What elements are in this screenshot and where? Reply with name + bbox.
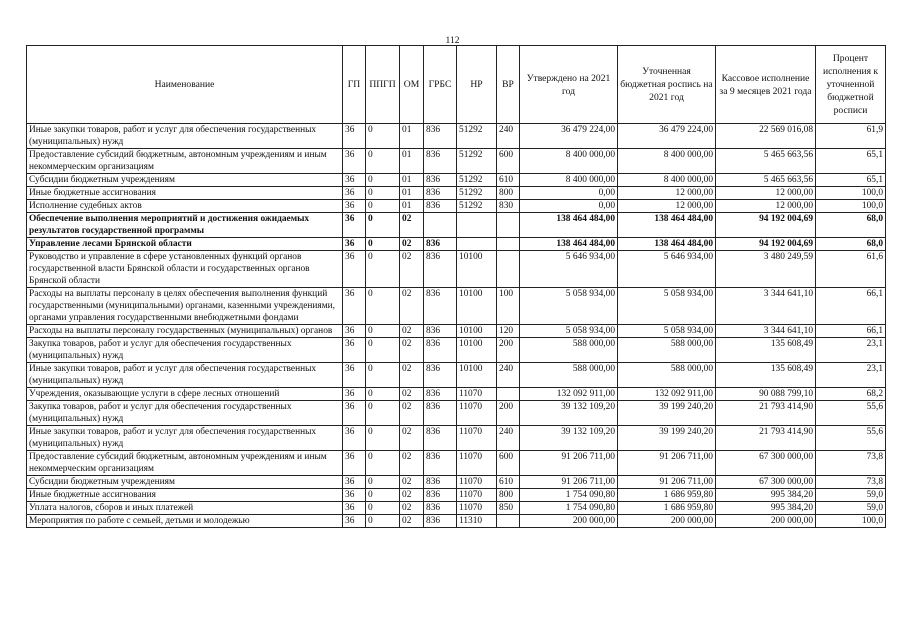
cell-ppgp: 0 [366,401,400,426]
cell-refined: 12 000,00 [618,200,716,213]
cell-ppgp: 0 [366,251,400,288]
cell-gp: 36 [343,187,366,200]
cell-om: 02 [400,515,424,528]
cell-cash: 12 000,00 [716,200,816,213]
cell-ppgp: 0 [366,426,400,451]
cell-vr: 610 [497,476,520,489]
cell-om: 02 [400,401,424,426]
cell-grbs [424,213,457,238]
cell-approved: 0,00 [520,200,618,213]
cell-om: 02 [400,388,424,401]
cell-cash: 135 608,49 [716,363,816,388]
cell-percent: 23,1 [816,338,886,363]
cell-approved: 138 464 484,00 [520,238,618,251]
cell-percent: 59,0 [816,489,886,502]
cell-grbs: 836 [424,251,457,288]
header-grbs: ГРБС [424,46,457,124]
cell-percent: 100,0 [816,187,886,200]
cell-grbs: 836 [424,238,457,251]
cell-name: Иные закупки товаров, работ и услуг для обеспечения государственных (муниципальных) нужд [27,426,343,451]
cell-np: 51292 [457,200,497,213]
cell-refined: 5 058 934,00 [618,325,716,338]
cell-name: Иные бюджетные ассигнования [27,489,343,502]
header-name: Наименование [27,46,343,124]
cell-ppgp: 0 [366,451,400,476]
cell-refined: 8 400 000,00 [618,149,716,174]
page-number: 112 [445,36,460,46]
table-body [27,124,886,528]
cell-vr: 100 [497,288,520,325]
cell-approved: 588 000,00 [520,338,618,363]
cell-name: Исполнение судебных актов [27,200,343,213]
cell-refined: 138 464 484,00 [618,238,716,251]
cell-refined: 588 000,00 [618,338,716,363]
cell-cash: 200 000,00 [716,515,816,528]
table-row [27,124,886,149]
cell-cash: 21 793 414,90 [716,426,816,451]
cell-name: Обеспечение выполнения мероприятий и достижения ожидаемых результатов государственной программы [27,213,343,238]
cell-ppgp: 0 [366,502,400,515]
cell-name: Субсидии бюджетным учреждениям [27,476,343,489]
cell-om: 01 [400,187,424,200]
cell-refined: 36 479 224,00 [618,124,716,149]
cell-ppgp: 0 [366,489,400,502]
cell-name: Уплата налогов, сборов и иных платежей [27,502,343,515]
cell-refined: 138 464 484,00 [618,213,716,238]
cell-grbs: 836 [424,476,457,489]
header-cash: Кассовое исполнение за 9 месяцев 2021 года [716,46,816,124]
cell-vr [497,238,520,251]
cell-vr [497,388,520,401]
table-row [27,187,886,200]
cell-ppgp: 0 [366,515,400,528]
cell-cash: 94 192 004,69 [716,238,816,251]
cell-cash: 3 344 641,10 [716,325,816,338]
table-row [27,451,886,476]
cell-refined: 1 686 959,80 [618,489,716,502]
cell-gp: 36 [343,213,366,238]
cell-om: 02 [400,489,424,502]
header-om: ОМ [400,46,424,124]
cell-percent: 55,6 [816,401,886,426]
table-row [27,288,886,325]
cell-om: 02 [400,363,424,388]
cell-grbs: 836 [424,401,457,426]
table-row [27,515,886,528]
cell-name: Мероприятия по работе с семьей, детьми и молодежью [27,515,343,528]
cell-vr: 800 [497,489,520,502]
cell-om: 02 [400,426,424,451]
table-row [27,149,886,174]
cell-name: Предоставление субсидий бюджетным, автономным учреждениям и иным некоммерческим организациям [27,451,343,476]
cell-np: 11310 [457,515,497,528]
cell-cash: 67 300 000,00 [716,451,816,476]
cell-percent: 73,8 [816,451,886,476]
cell-grbs: 836 [424,288,457,325]
cell-ppgp: 0 [366,124,400,149]
cell-vr: 600 [497,451,520,476]
cell-percent: 73,8 [816,476,886,489]
cell-grbs: 836 [424,515,457,528]
header-ppgp: ППГП [366,46,400,124]
cell-np: 11070 [457,426,497,451]
cell-percent: 23,1 [816,363,886,388]
cell-grbs: 836 [424,149,457,174]
cell-ppgp: 0 [366,213,400,238]
cell-gp: 36 [343,451,366,476]
cell-refined: 8 400 000,00 [618,174,716,187]
cell-cash: 21 793 414,90 [716,401,816,426]
cell-np [457,213,497,238]
cell-approved: 8 400 000,00 [520,149,618,174]
cell-grbs: 836 [424,338,457,363]
cell-percent: 66,1 [816,325,886,338]
cell-ppgp: 0 [366,338,400,363]
cell-np: 51292 [457,187,497,200]
cell-percent: 65,1 [816,174,886,187]
cell-percent: 59,0 [816,502,886,515]
cell-np: 51292 [457,174,497,187]
cell-om: 02 [400,502,424,515]
cell-approved: 138 464 484,00 [520,213,618,238]
cell-approved: 132 092 911,00 [520,388,618,401]
cell-np: 11070 [457,502,497,515]
header-vr: ВР [497,46,520,124]
budget-table [26,45,886,528]
cell-approved: 200 000,00 [520,515,618,528]
table-row [27,238,886,251]
cell-np: 10100 [457,338,497,363]
cell-om: 02 [400,338,424,363]
cell-name: Иные закупки товаров, работ и услуг для обеспечения государственных (муниципальных) нужд [27,124,343,149]
header-percent: Процент исполнения к уточненной бюджетной росписи [816,46,886,124]
cell-vr: 850 [497,502,520,515]
cell-om: 02 [400,251,424,288]
cell-refined: 1 686 959,80 [618,502,716,515]
cell-name: Закупка товаров, работ и услуг для обеспечения государственных (муниципальных) нужд [27,338,343,363]
cell-vr: 800 [497,187,520,200]
cell-refined: 5 646 934,00 [618,251,716,288]
cell-grbs: 836 [424,174,457,187]
cell-percent: 68,0 [816,213,886,238]
table-row [27,401,886,426]
cell-cash: 90 088 799,10 [716,388,816,401]
cell-om: 01 [400,174,424,187]
cell-ppgp: 0 [366,200,400,213]
cell-percent: 100,0 [816,515,886,528]
cell-ppgp: 0 [366,388,400,401]
cell-name: Закупка товаров, работ и услуг для обеспечения государственных (муниципальных) нужд [27,401,343,426]
cell-om: 02 [400,476,424,489]
cell-gp: 36 [343,476,366,489]
cell-gp: 36 [343,288,366,325]
header-np: НР [457,46,497,124]
cell-refined: 5 058 934,00 [618,288,716,325]
cell-cash: 995 384,20 [716,489,816,502]
cell-gp: 36 [343,251,366,288]
cell-gp: 36 [343,426,366,451]
cell-refined: 91 206 711,00 [618,476,716,489]
table-row [27,174,886,187]
cell-np [457,238,497,251]
cell-np: 11070 [457,489,497,502]
cell-np: 11070 [457,476,497,489]
cell-vr: 240 [497,426,520,451]
cell-percent: 100,0 [816,200,886,213]
header-refined: Уточненная бюджетная роспись на 2021 год [618,46,716,124]
cell-approved: 39 132 109,20 [520,401,618,426]
cell-refined: 12 000,00 [618,187,716,200]
cell-cash: 94 192 004,69 [716,213,816,238]
cell-name: Субсидии бюджетным учреждениям [27,174,343,187]
cell-gp: 36 [343,149,366,174]
cell-vr: 200 [497,338,520,363]
cell-approved: 8 400 000,00 [520,174,618,187]
table-row [27,426,886,451]
table-row [27,200,886,213]
table-row [27,489,886,502]
table-row [27,251,886,288]
cell-approved: 5 058 934,00 [520,288,618,325]
cell-ppgp: 0 [366,476,400,489]
cell-grbs: 836 [424,489,457,502]
cell-ppgp: 0 [366,149,400,174]
cell-np: 10100 [457,288,497,325]
cell-refined: 39 199 240,20 [618,401,716,426]
cell-vr: 830 [497,200,520,213]
cell-refined: 200 000,00 [618,515,716,528]
cell-approved: 36 479 224,00 [520,124,618,149]
cell-percent: 68,0 [816,238,886,251]
cell-grbs: 836 [424,451,457,476]
cell-np: 51292 [457,149,497,174]
cell-refined: 588 000,00 [618,363,716,388]
cell-np: 10100 [457,251,497,288]
cell-gp: 36 [343,388,366,401]
cell-vr: 600 [497,149,520,174]
cell-name: Управление лесами Брянской области [27,238,343,251]
table-row [27,363,886,388]
cell-name: Расходы на выплаты персоналу в целях обеспечения выполнения функций государственными (муниципальными) органами, казенными учреждениями, органами управления государственными внебюджетными фондами [27,288,343,325]
cell-om: 01 [400,200,424,213]
table-header-row [27,46,886,124]
cell-grbs: 836 [424,363,457,388]
cell-refined: 91 206 711,00 [618,451,716,476]
cell-ppgp: 0 [366,187,400,200]
cell-grbs: 836 [424,187,457,200]
cell-name: Иные закупки товаров, работ и услуг для обеспечения государственных (муниципальных) нужд [27,363,343,388]
cell-cash: 22 569 016,08 [716,124,816,149]
cell-approved: 39 132 109,20 [520,426,618,451]
cell-om: 01 [400,149,424,174]
cell-refined: 132 092 911,00 [618,388,716,401]
cell-vr: 240 [497,363,520,388]
cell-name: Руководство и управление в сфере установленных функций органов государственной власти Брянской области и государственных органов Брянской области [27,251,343,288]
header-gp: ГП [343,46,366,124]
cell-ppgp: 0 [366,363,400,388]
cell-cash: 3 344 641,10 [716,288,816,325]
table-row [27,388,886,401]
cell-cash: 135 608,49 [716,338,816,363]
cell-vr [497,515,520,528]
cell-approved: 1 754 090,80 [520,489,618,502]
cell-gp: 36 [343,363,366,388]
cell-gp: 36 [343,502,366,515]
cell-gp: 36 [343,401,366,426]
cell-grbs: 836 [424,124,457,149]
cell-np: 51292 [457,124,497,149]
cell-approved: 91 206 711,00 [520,476,618,489]
cell-name: Иные бюджетные ассигнования [27,187,343,200]
cell-approved: 1 754 090,80 [520,502,618,515]
cell-gp: 36 [343,325,366,338]
cell-vr: 240 [497,124,520,149]
cell-vr: 200 [497,401,520,426]
cell-ppgp: 0 [366,288,400,325]
cell-percent: 61,6 [816,251,886,288]
cell-cash: 5 465 663,56 [716,149,816,174]
cell-cash: 12 000,00 [716,187,816,200]
cell-cash: 5 465 663,56 [716,174,816,187]
cell-np: 11070 [457,388,497,401]
cell-np: 10100 [457,325,497,338]
cell-vr [497,213,520,238]
cell-grbs: 836 [424,200,457,213]
cell-cash: 67 300 000,00 [716,476,816,489]
cell-grbs: 836 [424,325,457,338]
cell-refined: 39 199 240,20 [618,426,716,451]
cell-om: 02 [400,325,424,338]
cell-grbs: 836 [424,388,457,401]
cell-approved: 0,00 [520,187,618,200]
table-row [27,502,886,515]
cell-np: 11070 [457,401,497,426]
cell-percent: 55,6 [816,426,886,451]
cell-approved: 588 000,00 [520,363,618,388]
cell-om: 02 [400,213,424,238]
cell-gp: 36 [343,200,366,213]
cell-gp: 36 [343,489,366,502]
cell-approved: 91 206 711,00 [520,451,618,476]
cell-grbs: 836 [424,426,457,451]
cell-gp: 36 [343,238,366,251]
cell-np: 10100 [457,363,497,388]
table-row [27,338,886,363]
cell-om: 01 [400,124,424,149]
cell-approved: 5 646 934,00 [520,251,618,288]
cell-cash: 995 384,20 [716,502,816,515]
cell-gp: 36 [343,338,366,363]
header-approved: Утверждено на 2021 год [520,46,618,124]
cell-percent: 61,9 [816,124,886,149]
cell-name: Предоставление субсидий бюджетным, автономным учреждениям и иным некоммерческим организациям [27,149,343,174]
cell-name: Расходы на выплаты персоналу государственных (муниципальных) органов [27,325,343,338]
cell-gp: 36 [343,124,366,149]
cell-om: 02 [400,288,424,325]
cell-grbs: 836 [424,502,457,515]
cell-om: 02 [400,451,424,476]
table-row [27,476,886,489]
cell-ppgp: 0 [366,325,400,338]
cell-om: 02 [400,238,424,251]
cell-approved: 5 058 934,00 [520,325,618,338]
cell-np: 11070 [457,451,497,476]
table-row [27,213,886,238]
cell-vr: 120 [497,325,520,338]
cell-vr: 610 [497,174,520,187]
cell-cash: 3 480 249,59 [716,251,816,288]
cell-percent: 68,2 [816,388,886,401]
cell-percent: 66,1 [816,288,886,325]
cell-vr [497,251,520,288]
cell-ppgp: 0 [366,174,400,187]
cell-percent: 65,1 [816,149,886,174]
cell-ppgp: 0 [366,238,400,251]
cell-gp: 36 [343,515,366,528]
table-row [27,325,886,338]
cell-gp: 36 [343,174,366,187]
cell-name: Учреждения, оказывающие услуги в сфере лесных отношений [27,388,343,401]
